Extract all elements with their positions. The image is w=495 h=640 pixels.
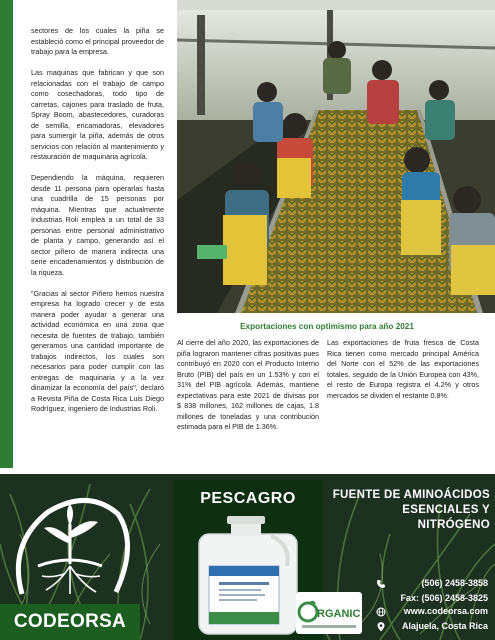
article-column-left: [31, 26, 164, 425]
plant-roots-emblem: [8, 494, 132, 606]
location-text: Alajuela, Costa Rica: [401, 621, 488, 631]
brand-name-box: [0, 604, 140, 640]
left-accent-bar: [0, 0, 13, 468]
organic-certification-logo: [296, 592, 362, 634]
paragraph: Las maquinas que fabrican y que son relacionadas con el trabajo de campo como cosechadoras, todo tipo de carretas, cajones para traslado de fruta, Spray Boom, abastecedores, curadoras de semilla, encamadoras, elevadores para sumergir la piña, además de otros servicios con relación al mantenimiento y restauración de maquinaria agrícola.: [31, 68, 164, 161]
paragraph: sectores de los cuales la piña se estableció como el principal proveedor de trabajo para la empresa.: [31, 26, 164, 56]
section-subheading: Exportaciones con optimismo para año 2021: [240, 322, 414, 331]
contact-fax: [376, 593, 488, 604]
organic-label: RGANIC: [317, 608, 361, 620]
ad-headline: [330, 488, 490, 533]
brand-name: CODEORSA: [13, 611, 127, 632]
product-jug-image: [191, 514, 305, 636]
globe-icon: [376, 607, 388, 619]
website-link[interactable]: www.codeorsa.com: [403, 606, 488, 616]
contact-phone: [376, 578, 488, 591]
article-column-middle: Al cierre del año 2020, las exportaciones de piña lograron mantener cifras positivas pues contribuyó en 2020 con el Producto Interno Bruto (PIB) del país en un 1.53% y con el 31% del PIB agrícola. Además, mantiene expectativas para este 2021 de divisas por $ 838 millones, 162 millones de cajas, 1.8 millones de toneladas y una contribución estimada para el PIB de 1.36%.: [177, 338, 319, 431]
contact-info: [376, 578, 488, 636]
phone-number[interactable]: (506) 2458-3858: [421, 578, 488, 588]
product-title: PESCAGRO: [200, 490, 296, 507]
contact-website: [376, 606, 488, 619]
pineapple-workers-photo: [177, 0, 495, 313]
phone-icon: [376, 579, 388, 591]
location-pin-icon: [376, 622, 388, 634]
headline-line-2: ESENCIALES Y NITRÓGENO: [402, 504, 490, 531]
codeorsa-advertisement: [0, 474, 495, 640]
headline-line-1: FUENTE DE AMINOÁCIDOS: [332, 489, 490, 501]
paragraph: "Gracias al sector Piñero hemos nuestra empresa ha logrado crecer y de esta manera poder ayudar a generar una actividad económica en una zona que necesita de fuentes de trabajo, también generamos una cantidad importante de trabajos indirectos, los cuales son necesarios para poder cumplir con las entregas de maquinaria y a la vez dinamizar la economía del país", declaró a Revista Piña de Costa Rica Luis Diego Rodríguez, ingeniero de Industrias Roli.: [31, 288, 164, 413]
contact-location: [376, 621, 488, 634]
article-column-right: Las exportaciones de fruta fresca de Costa Rica tienen como mercado principal América del Norte con el 52% de las exportaciones totales, seguido de la Unión Europea con 43%, el resto de Europa registra el 4.2% y otros mercados se dividen el restante 0.8%.: [327, 338, 479, 400]
fax-number[interactable]: Fax: (506) 2458-3825: [400, 593, 488, 603]
paragraph: Dependiendo la máquina, requieren desde 11 persona para operarlas hasta una cuadrilla de 15 personas por máquina. Mientras que actualmente Industrias Roli emplea a un total de 33 personas entre personal administrativo de planta y campo, generando así el sector piñero de manera indirecta una serie encadenamientos y distribución de la riqueza.: [31, 173, 164, 277]
